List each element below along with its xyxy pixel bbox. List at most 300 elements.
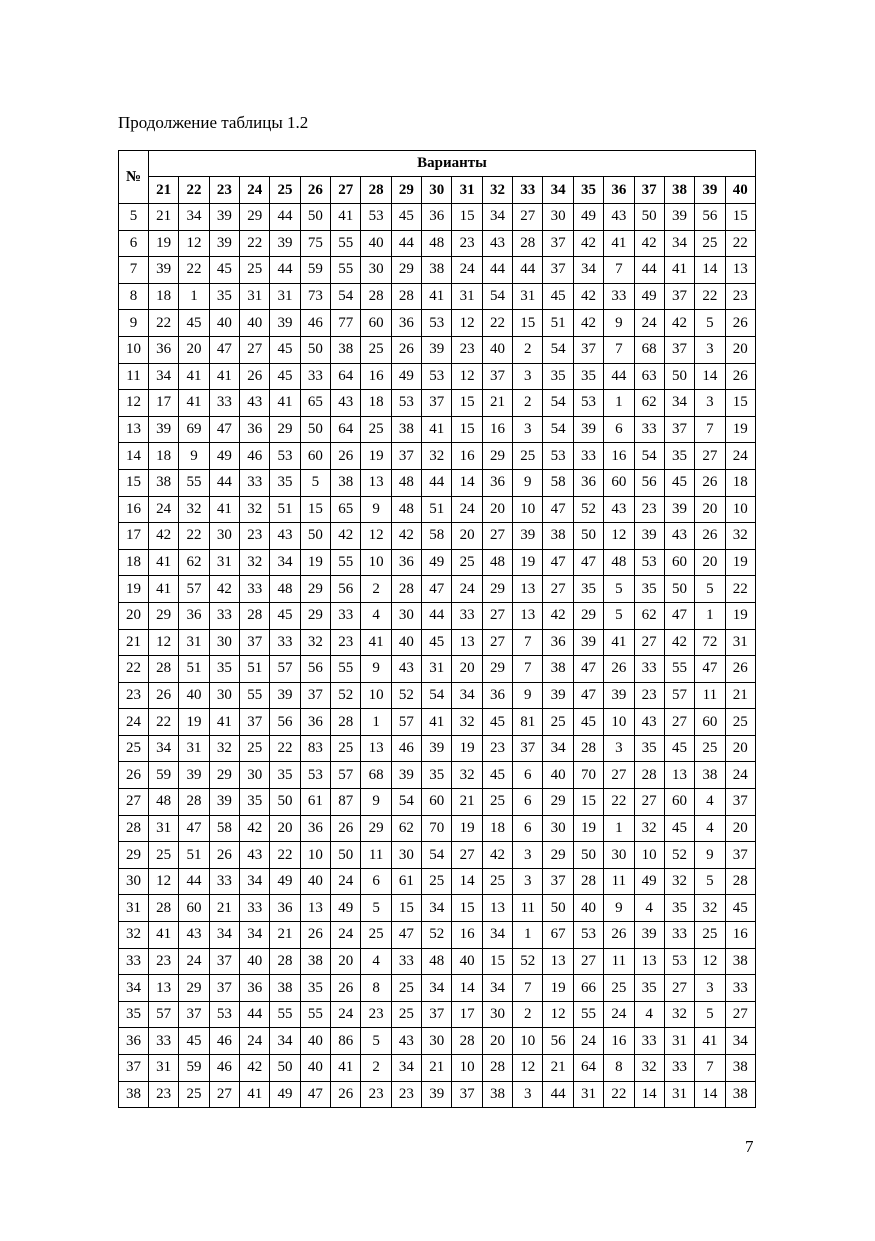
value-cell: 25 <box>149 842 179 869</box>
row-number-cell: 8 <box>119 283 149 310</box>
row-number-cell: 6 <box>119 230 149 257</box>
value-cell: 4 <box>361 602 391 629</box>
value-cell: 73 <box>300 283 330 310</box>
value-cell: 39 <box>422 336 452 363</box>
value-cell: 54 <box>543 336 573 363</box>
variant-number-header: 32 <box>482 177 512 204</box>
value-cell: 25 <box>422 868 452 895</box>
value-cell: 40 <box>209 310 239 337</box>
value-cell: 13 <box>543 948 573 975</box>
value-cell: 41 <box>604 629 634 656</box>
value-cell: 26 <box>725 363 755 390</box>
value-cell: 25 <box>513 443 543 470</box>
value-cell: 19 <box>179 709 209 736</box>
value-cell: 34 <box>179 204 209 231</box>
row-number-cell: 17 <box>119 523 149 550</box>
value-cell: 20 <box>725 735 755 762</box>
value-cell: 59 <box>300 257 330 284</box>
value-cell: 43 <box>604 204 634 231</box>
value-cell: 42 <box>482 842 512 869</box>
value-cell: 41 <box>331 1055 361 1082</box>
value-cell: 24 <box>179 948 209 975</box>
value-cell: 5 <box>604 576 634 603</box>
value-cell: 22 <box>482 310 512 337</box>
value-cell: 40 <box>543 762 573 789</box>
value-cell: 44 <box>482 257 512 284</box>
value-cell: 29 <box>543 842 573 869</box>
value-cell: 5 <box>695 868 725 895</box>
value-cell: 12 <box>149 629 179 656</box>
value-cell: 45 <box>422 629 452 656</box>
value-cell: 32 <box>725 523 755 550</box>
value-cell: 32 <box>240 549 270 576</box>
value-cell: 25 <box>482 789 512 816</box>
table-row <box>119 922 756 949</box>
value-cell: 28 <box>482 1055 512 1082</box>
value-cell: 23 <box>482 735 512 762</box>
value-cell: 52 <box>422 922 452 949</box>
value-cell: 59 <box>149 762 179 789</box>
value-cell: 14 <box>695 1081 725 1108</box>
value-cell: 27 <box>664 709 694 736</box>
value-cell: 28 <box>331 709 361 736</box>
value-cell: 26 <box>725 656 755 683</box>
table-body <box>119 204 756 1108</box>
value-cell: 53 <box>422 310 452 337</box>
value-cell: 36 <box>240 975 270 1002</box>
value-cell: 39 <box>209 204 239 231</box>
value-cell: 50 <box>331 842 361 869</box>
value-cell: 33 <box>240 895 270 922</box>
value-cell: 20 <box>452 523 482 550</box>
value-cell: 36 <box>391 310 421 337</box>
value-cell: 39 <box>422 1081 452 1108</box>
value-cell: 47 <box>543 549 573 576</box>
variant-number-header: 36 <box>604 177 634 204</box>
value-cell: 36 <box>391 549 421 576</box>
value-cell: 12 <box>695 948 725 975</box>
value-cell: 38 <box>331 469 361 496</box>
value-cell: 16 <box>482 416 512 443</box>
value-cell: 27 <box>695 443 725 470</box>
variant-number-header: 31 <box>452 177 482 204</box>
value-cell: 8 <box>361 975 391 1002</box>
value-cell: 35 <box>300 975 330 1002</box>
value-cell: 29 <box>300 602 330 629</box>
value-cell: 1 <box>604 815 634 842</box>
value-cell: 61 <box>391 868 421 895</box>
value-cell: 30 <box>391 842 421 869</box>
value-cell: 20 <box>725 336 755 363</box>
number-column-header: № <box>119 151 149 204</box>
value-cell: 30 <box>422 1028 452 1055</box>
value-cell: 50 <box>573 842 603 869</box>
value-cell: 49 <box>573 204 603 231</box>
value-cell: 11 <box>695 682 725 709</box>
value-cell: 9 <box>604 895 634 922</box>
value-cell: 28 <box>513 230 543 257</box>
value-cell: 45 <box>725 895 755 922</box>
value-cell: 18 <box>149 443 179 470</box>
value-cell: 43 <box>391 1028 421 1055</box>
value-cell: 53 <box>209 1001 239 1028</box>
value-cell: 54 <box>543 390 573 417</box>
value-cell: 48 <box>422 230 452 257</box>
value-cell: 29 <box>179 975 209 1002</box>
value-cell: 35 <box>573 576 603 603</box>
value-cell: 27 <box>634 629 664 656</box>
value-cell: 36 <box>270 895 300 922</box>
value-cell: 15 <box>513 310 543 337</box>
value-cell: 42 <box>634 230 664 257</box>
value-cell: 67 <box>543 922 573 949</box>
value-cell: 44 <box>422 469 452 496</box>
value-cell: 15 <box>725 204 755 231</box>
value-cell: 6 <box>513 789 543 816</box>
value-cell: 55 <box>331 257 361 284</box>
value-cell: 7 <box>513 975 543 1002</box>
table-row <box>119 549 756 576</box>
value-cell: 49 <box>422 549 452 576</box>
value-cell: 41 <box>149 549 179 576</box>
value-cell: 31 <box>240 283 270 310</box>
value-cell: 24 <box>573 1028 603 1055</box>
value-cell: 24 <box>331 868 361 895</box>
value-cell: 19 <box>300 549 330 576</box>
value-cell: 45 <box>270 336 300 363</box>
value-cell: 34 <box>573 257 603 284</box>
value-cell: 19 <box>573 815 603 842</box>
table-row <box>119 656 756 683</box>
value-cell: 53 <box>664 948 694 975</box>
table-row <box>119 1001 756 1028</box>
value-cell: 83 <box>300 735 330 762</box>
value-cell: 26 <box>695 523 725 550</box>
table-row <box>119 230 756 257</box>
value-cell: 3 <box>695 390 725 417</box>
row-number-cell: 14 <box>119 443 149 470</box>
value-cell: 70 <box>422 815 452 842</box>
value-cell: 30 <box>209 523 239 550</box>
value-cell: 39 <box>573 629 603 656</box>
value-cell: 22 <box>149 709 179 736</box>
table-row <box>119 336 756 363</box>
value-cell: 6 <box>513 815 543 842</box>
value-cell: 22 <box>149 310 179 337</box>
value-cell: 41 <box>331 204 361 231</box>
value-cell: 14 <box>634 1081 664 1108</box>
value-cell: 10 <box>452 1055 482 1082</box>
value-cell: 72 <box>695 629 725 656</box>
value-cell: 41 <box>664 257 694 284</box>
value-cell: 12 <box>179 230 209 257</box>
value-cell: 21 <box>725 682 755 709</box>
value-cell: 41 <box>422 416 452 443</box>
value-cell: 51 <box>179 842 209 869</box>
value-cell: 60 <box>604 469 634 496</box>
value-cell: 5 <box>695 576 725 603</box>
value-cell: 36 <box>300 815 330 842</box>
value-cell: 29 <box>361 815 391 842</box>
value-cell: 55 <box>331 549 361 576</box>
value-cell: 55 <box>573 1001 603 1028</box>
value-cell: 53 <box>573 922 603 949</box>
value-cell: 37 <box>543 257 573 284</box>
row-number-cell: 16 <box>119 496 149 523</box>
variant-number-header: 25 <box>270 177 300 204</box>
value-cell: 37 <box>664 336 694 363</box>
value-cell: 9 <box>695 842 725 869</box>
value-cell: 25 <box>240 735 270 762</box>
value-cell: 43 <box>270 523 300 550</box>
value-cell: 30 <box>482 1001 512 1028</box>
value-cell: 41 <box>361 629 391 656</box>
value-cell: 54 <box>422 842 452 869</box>
value-cell: 35 <box>664 895 694 922</box>
value-cell: 49 <box>634 868 664 895</box>
value-cell: 31 <box>725 629 755 656</box>
value-cell: 17 <box>452 1001 482 1028</box>
value-cell: 28 <box>179 789 209 816</box>
value-cell: 19 <box>149 230 179 257</box>
table-row <box>119 895 756 922</box>
value-cell: 33 <box>331 602 361 629</box>
value-cell: 16 <box>361 363 391 390</box>
value-cell: 53 <box>391 390 421 417</box>
value-cell: 31 <box>664 1028 694 1055</box>
value-cell: 34 <box>270 549 300 576</box>
value-cell: 50 <box>300 336 330 363</box>
value-cell: 48 <box>604 549 634 576</box>
value-cell: 33 <box>149 1028 179 1055</box>
table-row <box>119 735 756 762</box>
variant-number-header: 40 <box>725 177 755 204</box>
value-cell: 35 <box>634 735 664 762</box>
value-cell: 27 <box>664 975 694 1002</box>
row-number-cell: 30 <box>119 868 149 895</box>
value-cell: 29 <box>391 257 421 284</box>
row-number-cell: 21 <box>119 629 149 656</box>
value-cell: 13 <box>664 762 694 789</box>
value-cell: 37 <box>664 416 694 443</box>
value-cell: 44 <box>634 257 664 284</box>
value-cell: 22 <box>725 230 755 257</box>
value-cell: 43 <box>331 390 361 417</box>
variant-number-header: 39 <box>695 177 725 204</box>
value-cell: 35 <box>664 443 694 470</box>
value-cell: 44 <box>604 363 634 390</box>
value-cell: 15 <box>452 204 482 231</box>
value-cell: 41 <box>149 922 179 949</box>
value-cell: 27 <box>240 336 270 363</box>
value-cell: 40 <box>391 629 421 656</box>
value-cell: 42 <box>664 629 694 656</box>
value-cell: 25 <box>179 1081 209 1108</box>
value-cell: 33 <box>634 1028 664 1055</box>
value-cell: 14 <box>452 469 482 496</box>
value-cell: 47 <box>573 549 603 576</box>
table-row <box>119 602 756 629</box>
value-cell: 14 <box>695 363 725 390</box>
value-cell: 39 <box>664 496 694 523</box>
row-number-cell: 27 <box>119 789 149 816</box>
value-cell: 37 <box>482 363 512 390</box>
value-cell: 2 <box>361 1055 391 1082</box>
value-cell: 59 <box>179 1055 209 1082</box>
value-cell: 48 <box>149 789 179 816</box>
value-cell: 12 <box>361 523 391 550</box>
value-cell: 24 <box>725 443 755 470</box>
value-cell: 19 <box>543 975 573 1002</box>
value-cell: 31 <box>209 549 239 576</box>
page-number: 7 <box>745 1137 754 1156</box>
table-row <box>119 496 756 523</box>
value-cell: 16 <box>452 922 482 949</box>
value-cell: 54 <box>482 283 512 310</box>
value-cell: 26 <box>695 469 725 496</box>
value-cell: 31 <box>270 283 300 310</box>
value-cell: 45 <box>573 709 603 736</box>
value-cell: 29 <box>482 443 512 470</box>
row-number-cell: 10 <box>119 336 149 363</box>
value-cell: 35 <box>209 283 239 310</box>
value-cell: 3 <box>604 735 634 762</box>
value-cell: 29 <box>149 602 179 629</box>
value-cell: 66 <box>573 975 603 1002</box>
value-cell: 26 <box>391 336 421 363</box>
value-cell: 60 <box>300 443 330 470</box>
value-cell: 39 <box>664 204 694 231</box>
value-cell: 29 <box>240 204 270 231</box>
row-number-cell: 5 <box>119 204 149 231</box>
value-cell: 41 <box>149 576 179 603</box>
variant-number-header: 35 <box>573 177 603 204</box>
value-cell: 11 <box>513 895 543 922</box>
value-cell: 37 <box>573 336 603 363</box>
value-cell: 43 <box>240 390 270 417</box>
value-cell: 3 <box>513 842 543 869</box>
variant-number-header: 21 <box>149 177 179 204</box>
value-cell: 21 <box>452 789 482 816</box>
value-cell: 53 <box>634 549 664 576</box>
row-number-cell: 31 <box>119 895 149 922</box>
value-cell: 54 <box>543 416 573 443</box>
table-caption: Продолжение таблицы 1.2 <box>118 113 309 132</box>
value-cell: 45 <box>664 815 694 842</box>
table-row <box>119 469 756 496</box>
value-cell: 24 <box>452 496 482 523</box>
value-cell: 36 <box>300 709 330 736</box>
value-cell: 39 <box>179 762 209 789</box>
value-cell: 28 <box>391 576 421 603</box>
value-cell: 53 <box>361 204 391 231</box>
value-cell: 40 <box>300 1055 330 1082</box>
value-cell: 48 <box>482 549 512 576</box>
variant-number-header: 30 <box>422 177 452 204</box>
value-cell: 5 <box>361 1028 391 1055</box>
value-cell: 38 <box>725 1055 755 1082</box>
value-cell: 37 <box>391 443 421 470</box>
value-cell: 1 <box>361 709 391 736</box>
value-cell: 54 <box>422 682 452 709</box>
value-cell: 37 <box>664 283 694 310</box>
variant-number-header: 34 <box>543 177 573 204</box>
value-cell: 45 <box>179 310 209 337</box>
value-cell: 23 <box>725 283 755 310</box>
value-cell: 26 <box>149 682 179 709</box>
value-cell: 68 <box>361 762 391 789</box>
value-cell: 39 <box>149 416 179 443</box>
value-cell: 33 <box>634 416 664 443</box>
row-number-cell: 7 <box>119 257 149 284</box>
value-cell: 58 <box>209 815 239 842</box>
value-cell: 36 <box>573 469 603 496</box>
value-cell: 2 <box>361 576 391 603</box>
value-cell: 22 <box>695 283 725 310</box>
value-cell: 20 <box>482 496 512 523</box>
value-cell: 22 <box>179 523 209 550</box>
value-cell: 52 <box>391 682 421 709</box>
variant-numbers-row <box>119 177 756 204</box>
value-cell: 16 <box>604 443 634 470</box>
value-cell: 37 <box>725 789 755 816</box>
value-cell: 26 <box>331 815 361 842</box>
value-cell: 26 <box>209 842 239 869</box>
value-cell: 34 <box>240 922 270 949</box>
value-cell: 24 <box>452 257 482 284</box>
value-cell: 34 <box>422 975 452 1002</box>
value-cell: 43 <box>179 922 209 949</box>
value-cell: 38 <box>725 1081 755 1108</box>
value-cell: 40 <box>240 948 270 975</box>
value-cell: 20 <box>695 496 725 523</box>
value-cell: 56 <box>331 576 361 603</box>
value-cell: 49 <box>634 283 664 310</box>
value-cell: 36 <box>422 204 452 231</box>
value-cell: 40 <box>452 948 482 975</box>
value-cell: 23 <box>149 948 179 975</box>
row-number-cell: 12 <box>119 390 149 417</box>
value-cell: 34 <box>422 895 452 922</box>
value-cell: 42 <box>240 1055 270 1082</box>
value-cell: 23 <box>361 1001 391 1028</box>
value-cell: 25 <box>695 735 725 762</box>
value-cell: 20 <box>725 815 755 842</box>
row-number-cell: 33 <box>119 948 149 975</box>
value-cell: 33 <box>452 602 482 629</box>
value-cell: 44 <box>422 602 452 629</box>
value-cell: 12 <box>604 523 634 550</box>
value-cell: 42 <box>664 310 694 337</box>
value-cell: 53 <box>300 762 330 789</box>
value-cell: 7 <box>695 1055 725 1082</box>
value-cell: 25 <box>695 230 725 257</box>
value-cell: 64 <box>331 363 361 390</box>
value-cell: 48 <box>422 948 452 975</box>
value-cell: 26 <box>725 310 755 337</box>
value-cell: 9 <box>604 310 634 337</box>
value-cell: 23 <box>452 336 482 363</box>
value-cell: 41 <box>270 390 300 417</box>
variants-header: Варианты <box>149 151 756 177</box>
value-cell: 55 <box>300 1001 330 1028</box>
value-cell: 50 <box>573 523 603 550</box>
value-cell: 42 <box>573 283 603 310</box>
value-cell: 12 <box>149 868 179 895</box>
value-cell: 31 <box>422 656 452 683</box>
value-cell: 15 <box>452 895 482 922</box>
value-cell: 56 <box>300 656 330 683</box>
